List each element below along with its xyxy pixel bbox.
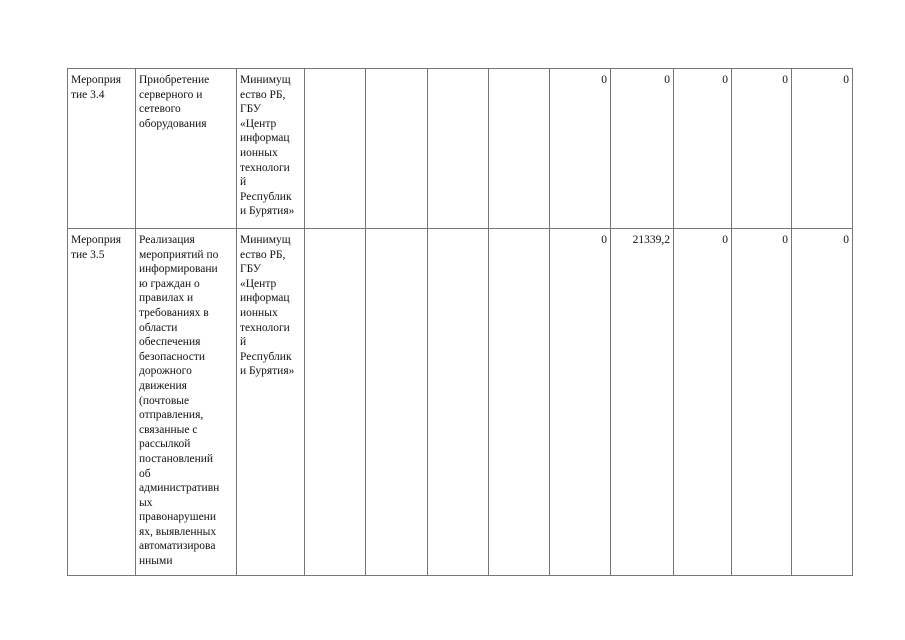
executor-cell: Минимущ ество РБ, ГБУ «Центр информац ионных технологи й Республик и Бурятия» <box>237 69 305 229</box>
value-cell: 21339,2 <box>611 229 674 576</box>
value-cell: 0 <box>550 69 611 229</box>
value-cell: 0 <box>674 229 732 576</box>
table-row <box>68 69 853 229</box>
empty-cell <box>305 69 366 229</box>
table-row <box>68 229 853 576</box>
activity-label-cell: Мероприя тие 3.4 <box>68 69 136 229</box>
value-cell: 0 <box>550 229 611 576</box>
executor-cell: Минимущ ество РБ, ГБУ «Центр информац ионных технологи й Республик и Бурятия» <box>237 229 305 576</box>
budget-table <box>67 68 853 576</box>
value-cell: 0 <box>792 69 853 229</box>
activity-label-cell: Мероприя тие 3.5 <box>68 229 136 576</box>
empty-cell <box>366 69 428 229</box>
value-cell: 0 <box>611 69 674 229</box>
value-cell: 0 <box>792 229 853 576</box>
empty-cell <box>489 229 550 576</box>
activity-name-cell: Приобретение серверного и сетевого оборудования <box>136 69 237 229</box>
empty-cell <box>428 229 489 576</box>
empty-cell <box>305 229 366 576</box>
activity-name-cell: Реализация мероприятий по информировани ю граждан о правилах и требованиях в области обеспечения безопасности дорожного движения (почтовые отправления, связанные с рассылкой постановлений об административн ых правонарушени ях, выявленных автоматизирова нными <box>136 229 237 576</box>
value-cell: 0 <box>732 229 792 576</box>
value-cell: 0 <box>674 69 732 229</box>
empty-cell <box>366 229 428 576</box>
empty-cell <box>489 69 550 229</box>
value-cell: 0 <box>732 69 792 229</box>
empty-cell <box>428 69 489 229</box>
